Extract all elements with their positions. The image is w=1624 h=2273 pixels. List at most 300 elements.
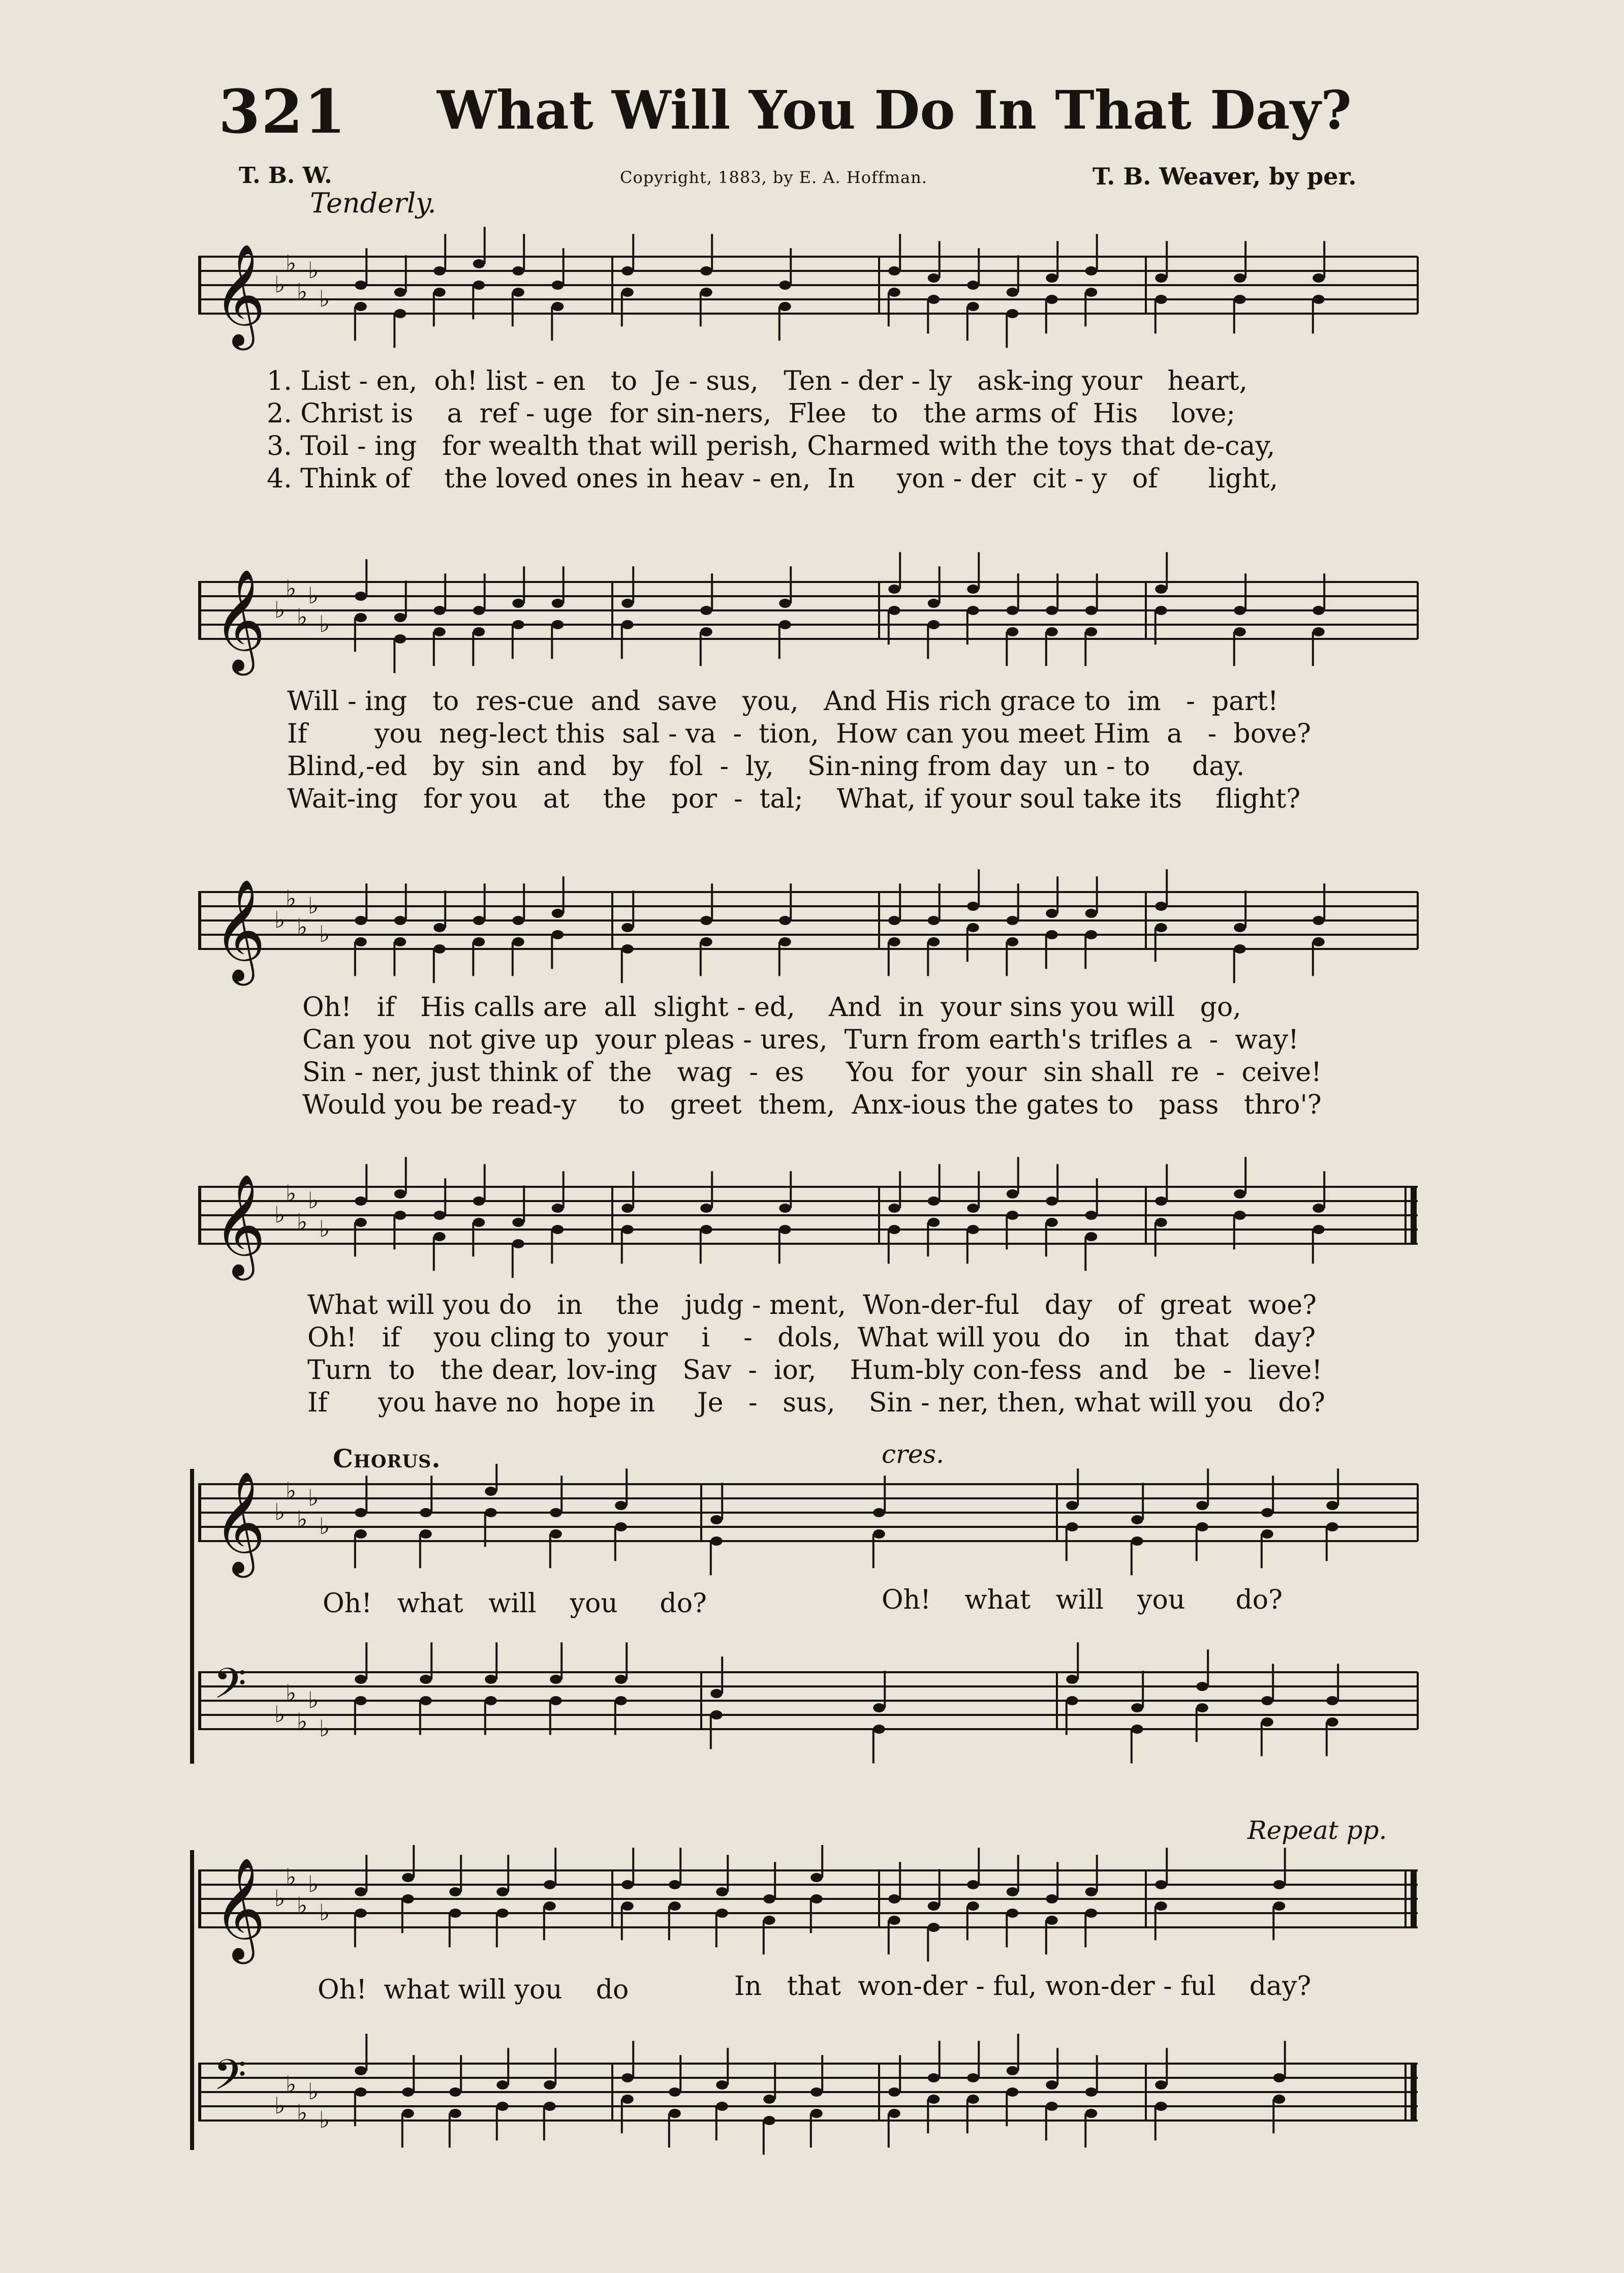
note-head bbox=[473, 606, 485, 615]
note-head bbox=[355, 1508, 367, 1517]
note-head bbox=[1273, 1880, 1286, 1889]
note-head bbox=[1155, 923, 1167, 932]
note-head bbox=[888, 2087, 900, 2097]
note-head bbox=[779, 599, 791, 608]
note-head bbox=[1007, 627, 1019, 636]
note-head bbox=[928, 1901, 940, 1911]
note-head bbox=[1007, 1211, 1019, 1220]
hymn-title: What Will You Do In That Day? bbox=[437, 79, 1352, 141]
note-head bbox=[967, 923, 979, 932]
note-head bbox=[420, 1529, 432, 1539]
lyric-line: 1. List - en, oh! list - en to Je - sus, Ten - der - ly ask-ing your heart, bbox=[267, 366, 1248, 396]
final-barline bbox=[1411, 1187, 1417, 1244]
note-head bbox=[550, 1696, 562, 1705]
left-barline bbox=[198, 892, 201, 949]
flat-icon: ♭ bbox=[297, 913, 308, 940]
verse-lyrics-system-2 bbox=[287, 685, 1311, 815]
note-head bbox=[779, 1225, 791, 1234]
note-head bbox=[967, 1880, 979, 1889]
flat-icon: ♭ bbox=[308, 892, 319, 919]
treble-clef-icon: 𝄞 bbox=[213, 1857, 266, 1959]
note-head bbox=[967, 2095, 979, 2104]
flat-icon: ♭ bbox=[286, 575, 297, 602]
note-head bbox=[928, 1218, 940, 1227]
note-head bbox=[394, 1211, 407, 1220]
note-head bbox=[544, 1880, 556, 1889]
flat-icon: ♭ bbox=[308, 1187, 319, 1214]
note-head bbox=[1007, 1909, 1019, 1918]
note-head bbox=[873, 1703, 885, 1712]
note-head bbox=[394, 613, 407, 622]
flat-icon: ♭ bbox=[286, 2071, 297, 2098]
flat-icon: ♭ bbox=[286, 1477, 297, 1504]
note-head bbox=[928, 2095, 940, 2104]
note-head bbox=[1046, 2102, 1058, 2111]
note-head bbox=[779, 916, 791, 925]
note-head bbox=[716, 1887, 728, 1896]
note-head bbox=[1007, 606, 1019, 615]
note-head bbox=[1046, 909, 1058, 918]
note-head bbox=[1326, 1501, 1338, 1510]
note-head bbox=[1007, 309, 1019, 318]
left-barline bbox=[198, 1484, 201, 1541]
note-head bbox=[1046, 1916, 1058, 1925]
treble-clef-icon: 𝄞 bbox=[213, 1173, 266, 1276]
note-head bbox=[1234, 923, 1246, 932]
note-head bbox=[433, 266, 446, 275]
left-barline bbox=[198, 582, 201, 639]
flat-icon: ♭ bbox=[297, 1892, 308, 1919]
note-head bbox=[763, 2095, 775, 2104]
note-head bbox=[1313, 295, 1325, 304]
note-head bbox=[621, 2095, 634, 2104]
note-head bbox=[1234, 1189, 1246, 1199]
note-head bbox=[512, 937, 524, 946]
note-head bbox=[710, 1689, 723, 1698]
note-head bbox=[552, 620, 564, 629]
lyric-line: What will you do in the judg - ment, Won-der-ful day of great woe? bbox=[307, 1290, 1317, 1320]
note-head bbox=[1196, 1703, 1208, 1712]
note-head bbox=[544, 2102, 556, 2111]
repeat-pp-marking: Repeat pp. bbox=[1247, 1816, 1387, 1845]
note-head bbox=[967, 2073, 979, 2082]
note-head bbox=[1066, 1696, 1078, 1705]
note-head bbox=[512, 266, 524, 275]
note-head bbox=[700, 288, 712, 297]
note-head bbox=[1313, 916, 1325, 925]
note-head bbox=[496, 1887, 509, 1896]
note-head bbox=[1273, 2095, 1286, 2104]
chorus-treble-staff-2 bbox=[188, 1845, 1438, 1987]
lyric-line: Oh! if you cling to your i - dols, What will you do in that day? bbox=[307, 1323, 1316, 1353]
note-head bbox=[355, 1529, 367, 1539]
lyric-line: If you neg-lect this sal - va - tion, How can you meet Him a - bove? bbox=[287, 719, 1311, 749]
flat-icon: ♭ bbox=[297, 603, 308, 630]
lyric-line: Can you not give up your pleas - ures, Turn from earth's trifles a - way! bbox=[302, 1025, 1299, 1055]
note-head bbox=[779, 937, 791, 946]
note-head bbox=[1155, 1218, 1167, 1227]
note-head bbox=[552, 909, 564, 918]
note-head bbox=[1261, 1717, 1273, 1727]
note-head bbox=[355, 1909, 367, 1918]
note-head bbox=[1155, 606, 1167, 615]
treble-clef-icon: 𝄞 bbox=[213, 878, 266, 981]
note-head bbox=[485, 1696, 497, 1705]
flat-icon: ♭ bbox=[286, 885, 297, 912]
note-head bbox=[700, 916, 712, 925]
note-head bbox=[355, 1887, 367, 1896]
flat-icon: ♭ bbox=[308, 2078, 319, 2105]
note-head bbox=[355, 613, 367, 622]
note-head bbox=[355, 592, 367, 601]
note-head bbox=[394, 634, 407, 643]
note-head bbox=[1046, 2080, 1058, 2090]
note-head bbox=[449, 2087, 461, 2097]
note-head bbox=[928, 1923, 940, 1932]
chorus-lyric-1a: Oh! what will you do? bbox=[323, 1588, 707, 1619]
note-head bbox=[1234, 1211, 1246, 1220]
note-head bbox=[1261, 1696, 1273, 1705]
lyric-line: 2. Christ is a ref - uge for sin-ners, Flee to the arms of His love; bbox=[267, 398, 1236, 429]
note-head bbox=[1326, 1717, 1338, 1727]
note-head bbox=[1326, 1522, 1338, 1531]
note-head bbox=[1234, 606, 1246, 615]
final-barline bbox=[1411, 2064, 1417, 2121]
flat-icon: ♭ bbox=[274, 271, 286, 298]
flat-icon: ♭ bbox=[319, 610, 330, 637]
note-head bbox=[1313, 273, 1325, 283]
note-head bbox=[763, 1894, 775, 1903]
flat-icon: ♭ bbox=[308, 1870, 319, 1897]
lyric-line: Sin - ner, just think of the wag - es You for your sin shall re - ceive! bbox=[302, 1057, 1322, 1088]
note-head bbox=[716, 2080, 728, 2090]
note-head bbox=[967, 585, 979, 594]
bass-clef-icon: 𝄢 bbox=[213, 2050, 246, 2110]
note-head bbox=[1085, 1909, 1098, 1918]
note-head bbox=[763, 1916, 775, 1925]
note-head bbox=[621, 1901, 634, 1911]
verse-lyrics-system-3 bbox=[302, 991, 1322, 1121]
note-head bbox=[1155, 1880, 1167, 1889]
note-head bbox=[888, 266, 900, 275]
lyric-line: Will - ing to res-cue and save you, And His rich grace to im - part! bbox=[287, 686, 1278, 717]
note-head bbox=[967, 1225, 979, 1234]
note-head bbox=[394, 937, 407, 946]
note-head bbox=[485, 1675, 497, 1684]
note-head bbox=[1131, 1725, 1143, 1734]
note-head bbox=[394, 916, 407, 925]
note-head bbox=[928, 937, 940, 946]
note-head bbox=[1066, 1675, 1078, 1684]
note-head bbox=[433, 1232, 446, 1241]
note-head bbox=[1085, 1887, 1098, 1896]
note-head bbox=[1085, 2087, 1098, 2097]
note-head bbox=[402, 1894, 414, 1903]
note-head bbox=[888, 2109, 900, 2118]
note-head bbox=[1085, 930, 1098, 939]
note-head bbox=[1066, 1501, 1078, 1510]
note-head bbox=[512, 599, 524, 608]
note-head bbox=[669, 1880, 681, 1889]
note-head bbox=[1046, 1894, 1058, 1903]
note-head bbox=[1155, 585, 1167, 594]
note-head bbox=[700, 937, 712, 946]
note-head bbox=[1273, 1901, 1286, 1911]
note-head bbox=[1085, 2109, 1098, 2118]
note-head bbox=[1261, 1529, 1273, 1539]
note-head bbox=[473, 916, 485, 925]
note-head bbox=[888, 585, 900, 594]
note-head bbox=[512, 1239, 524, 1248]
note-head bbox=[485, 1487, 497, 1496]
chorus-bass-staff-1 bbox=[188, 1611, 1438, 1784]
note-head bbox=[710, 1537, 723, 1546]
note-head bbox=[810, 1873, 823, 1882]
chorus-lyric-1b: Oh! what will you do? bbox=[882, 1585, 1283, 1615]
flat-icon: ♭ bbox=[274, 1701, 286, 1728]
note-head bbox=[473, 281, 485, 290]
note-head bbox=[1085, 1232, 1098, 1241]
note-head bbox=[779, 302, 791, 311]
note-head bbox=[888, 1916, 900, 1925]
note-head bbox=[967, 902, 979, 911]
note-head bbox=[496, 1909, 509, 1918]
note-head bbox=[402, 2087, 414, 2097]
note-head bbox=[621, 923, 634, 932]
note-head bbox=[552, 1204, 564, 1213]
chorus-bass-staff-2 bbox=[188, 2003, 1438, 2175]
note-head bbox=[621, 599, 634, 608]
flat-icon: ♭ bbox=[308, 582, 319, 609]
note-head bbox=[1046, 1196, 1058, 1206]
note-head bbox=[355, 1696, 367, 1705]
note-head bbox=[402, 2109, 414, 2118]
note-head bbox=[779, 620, 791, 629]
tempo-marking: Tenderly. bbox=[310, 187, 436, 219]
note-head bbox=[433, 944, 446, 954]
note-head bbox=[355, 1218, 367, 1227]
flat-icon: ♭ bbox=[308, 1484, 319, 1511]
cres-marking: cres. bbox=[882, 1439, 945, 1469]
note-head bbox=[928, 295, 940, 304]
note-head bbox=[420, 1675, 432, 1684]
note-head bbox=[544, 1901, 556, 1911]
note-head bbox=[1196, 1682, 1208, 1691]
flat-icon: ♭ bbox=[274, 906, 286, 933]
note-head bbox=[615, 1675, 627, 1684]
flat-icon: ♭ bbox=[297, 1708, 308, 1735]
note-head bbox=[433, 288, 446, 297]
flat-icon: ♭ bbox=[274, 596, 286, 623]
note-head bbox=[928, 620, 940, 629]
note-head bbox=[512, 288, 524, 297]
note-head bbox=[1155, 2080, 1167, 2090]
note-head bbox=[355, 302, 367, 311]
treble-clef-icon: 𝄞 bbox=[213, 243, 266, 346]
note-head bbox=[621, 288, 634, 297]
note-head bbox=[873, 1725, 885, 1734]
note-head bbox=[873, 1508, 885, 1517]
note-head bbox=[1007, 916, 1019, 925]
note-head bbox=[355, 1196, 367, 1206]
note-head bbox=[355, 916, 367, 925]
flat-icon: ♭ bbox=[274, 1201, 286, 1228]
note-head bbox=[1007, 937, 1019, 946]
flat-icon: ♭ bbox=[319, 920, 330, 947]
note-head bbox=[1313, 937, 1325, 946]
note-head bbox=[928, 916, 940, 925]
note-head bbox=[621, 944, 634, 954]
note-head bbox=[1046, 273, 1058, 283]
note-head bbox=[1196, 1501, 1208, 1510]
note-head bbox=[888, 916, 900, 925]
flat-icon: ♭ bbox=[319, 1513, 330, 1540]
note-head bbox=[615, 1522, 627, 1531]
flat-icon: ♭ bbox=[274, 1498, 286, 1525]
note-head bbox=[1313, 606, 1325, 615]
note-head bbox=[888, 1225, 900, 1234]
chorus-system-bracket bbox=[188, 1464, 198, 2175]
note-head bbox=[669, 2087, 681, 2097]
note-head bbox=[779, 281, 791, 290]
note-head bbox=[928, 1196, 940, 1206]
note-head bbox=[888, 937, 900, 946]
note-head bbox=[552, 281, 564, 290]
note-head bbox=[779, 1204, 791, 1213]
note-head bbox=[496, 2080, 509, 2090]
flat-icon: ♭ bbox=[319, 1899, 330, 1926]
chorus-treble-staff-1 bbox=[188, 1464, 1438, 1601]
note-head bbox=[1155, 1196, 1167, 1206]
note-head bbox=[621, 620, 634, 629]
note-head bbox=[1313, 1225, 1325, 1234]
note-head bbox=[1085, 606, 1098, 615]
note-head bbox=[967, 281, 979, 290]
treble-clef-icon: 𝄞 bbox=[213, 1470, 266, 1573]
flat-icon: ♭ bbox=[274, 1885, 286, 1912]
note-head bbox=[615, 1696, 627, 1705]
note-head bbox=[700, 606, 712, 615]
staff-system-4 bbox=[188, 1144, 1438, 1306]
note-head bbox=[473, 627, 485, 636]
note-head bbox=[1066, 1522, 1078, 1531]
flat-icon: ♭ bbox=[319, 2106, 330, 2133]
note-head bbox=[433, 606, 446, 615]
note-head bbox=[928, 599, 940, 608]
note-head bbox=[550, 1529, 562, 1539]
final-barline bbox=[1411, 1870, 1417, 1927]
note-head bbox=[1131, 1703, 1143, 1712]
note-head bbox=[1234, 295, 1246, 304]
chorus-lyric-2b: In that won-der - ful, won-der - ful day? bbox=[734, 1971, 1311, 2002]
note-head bbox=[552, 599, 564, 608]
note-head bbox=[449, 2109, 461, 2118]
note-head bbox=[449, 1887, 461, 1896]
note-head bbox=[355, 937, 367, 946]
lyric-line: Wait-ing for you at the por - tal; What, if your soul take its flight? bbox=[287, 784, 1301, 814]
note-head bbox=[1131, 1515, 1143, 1524]
note-head bbox=[552, 1225, 564, 1234]
note-head bbox=[810, 2087, 823, 2097]
note-head bbox=[512, 916, 524, 925]
note-head bbox=[496, 2102, 509, 2111]
left-barline bbox=[198, 1187, 201, 1244]
note-head bbox=[1273, 2073, 1286, 2082]
flat-icon: ♭ bbox=[274, 2092, 286, 2119]
note-head bbox=[928, 2073, 940, 2082]
lyric-line: If you have no hope in Je - sus, Sin - ner, then, what will you do? bbox=[307, 1388, 1325, 1418]
flat-icon: ♭ bbox=[297, 278, 308, 305]
note-head bbox=[1085, 627, 1098, 636]
flat-icon: ♭ bbox=[297, 2099, 308, 2126]
flat-icon: ♭ bbox=[286, 1863, 297, 1890]
note-head bbox=[394, 1189, 407, 1199]
note-head bbox=[700, 627, 712, 636]
lyric-line: Would you be read-y to greet them, Anx-ious the gates to pass thro'? bbox=[302, 1090, 1322, 1120]
flat-icon: ♭ bbox=[319, 285, 330, 312]
note-head bbox=[473, 1196, 485, 1206]
note-head bbox=[928, 273, 940, 283]
note-head bbox=[1234, 627, 1246, 636]
hymn-number: 321 bbox=[218, 76, 347, 147]
flat-icon: ♭ bbox=[286, 250, 297, 277]
staff-system-1 bbox=[188, 213, 1438, 376]
note-head bbox=[1007, 1189, 1019, 1199]
words-author: T. B. W. bbox=[239, 163, 332, 189]
note-head bbox=[512, 1218, 524, 1227]
lyric-line: 4. Think of the loved ones in heav - en, In yon - der cit - y of light, bbox=[267, 464, 1278, 494]
note-head bbox=[1007, 2087, 1019, 2097]
note-head bbox=[552, 930, 564, 939]
note-head bbox=[552, 302, 564, 311]
note-head bbox=[485, 1508, 497, 1517]
note-head bbox=[716, 1909, 728, 1918]
flat-icon: ♭ bbox=[319, 1215, 330, 1242]
lyric-line: 3. Toil - ing for wealth that will perish, Charmed with the toys that de-cay, bbox=[267, 431, 1275, 462]
note-head bbox=[1007, 288, 1019, 297]
flat-icon: ♭ bbox=[308, 1686, 319, 1713]
left-barline bbox=[198, 1672, 201, 1729]
note-head bbox=[621, 1225, 634, 1234]
flat-icon: ♭ bbox=[297, 1208, 308, 1235]
verse-lyrics-system-1 bbox=[267, 365, 1278, 495]
note-head bbox=[763, 2116, 775, 2125]
note-head bbox=[1007, 1887, 1019, 1896]
note-head bbox=[621, 1204, 634, 1213]
note-head bbox=[700, 1225, 712, 1234]
note-head bbox=[433, 1211, 446, 1220]
note-head bbox=[621, 2073, 634, 2082]
lyric-line: Turn to the dear, lov-ing Sav - ior, Hum-bly con-fess and be - lieve! bbox=[307, 1355, 1323, 1386]
note-head bbox=[355, 2087, 367, 2097]
note-head bbox=[967, 606, 979, 615]
note-head bbox=[1007, 2066, 1019, 2075]
note-head bbox=[967, 302, 979, 311]
note-head bbox=[1155, 902, 1167, 911]
note-head bbox=[394, 288, 407, 297]
verse-lyrics-system-4 bbox=[307, 1289, 1325, 1419]
note-head bbox=[710, 1710, 723, 1719]
note-head bbox=[888, 1204, 900, 1213]
flat-icon: ♭ bbox=[286, 1679, 297, 1706]
note-head bbox=[1085, 266, 1098, 275]
copyright-notice: Copyright, 1883, by E. A. Hoffman. bbox=[620, 168, 927, 187]
left-barline bbox=[198, 257, 201, 314]
note-head bbox=[473, 259, 485, 268]
note-head bbox=[433, 923, 446, 932]
note-head bbox=[512, 620, 524, 629]
note-head bbox=[1085, 1211, 1098, 1220]
